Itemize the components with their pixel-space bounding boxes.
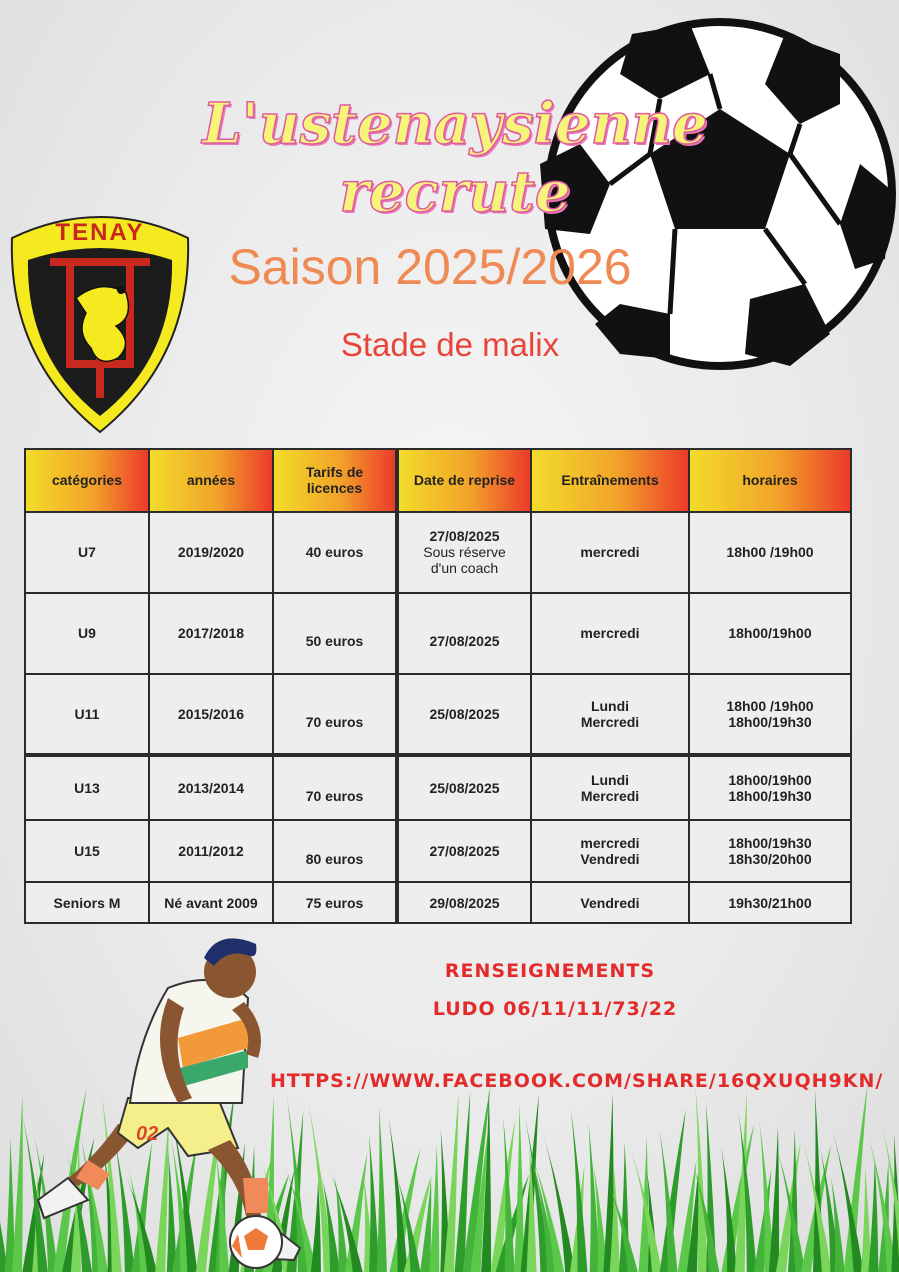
- grass-blade: [5, 1138, 15, 1272]
- time-slot: 18h00/19h00: [728, 771, 812, 788]
- grass-blade: [389, 1118, 408, 1272]
- category-cell: U9: [25, 593, 149, 674]
- table-row: [25, 882, 851, 923]
- training-cell: mercredi: [531, 593, 689, 674]
- time-cell: [689, 820, 851, 883]
- time-slot: 18h00/19h30: [728, 787, 812, 804]
- price-cell-wrap: [273, 820, 397, 883]
- date-note: Sous réserve: [423, 544, 506, 561]
- grass-blade: [571, 1108, 588, 1272]
- training-day: Lundi: [590, 697, 630, 714]
- date-cell: 27/08/2025: [429, 633, 500, 650]
- price-cell-wrap: [273, 674, 397, 755]
- price-cell-wrap: [273, 755, 397, 820]
- table-row: [25, 674, 851, 755]
- header-trainings: Entraînements: [531, 449, 689, 512]
- table-row: [25, 512, 851, 593]
- table-row: [25, 593, 851, 674]
- date-cell: 25/08/2025: [397, 755, 531, 820]
- price-cell: 70 euros: [305, 713, 364, 730]
- time-slot: 18h30/20h00: [728, 851, 812, 868]
- time-cell: [689, 674, 851, 755]
- club-logo: [6, 208, 194, 436]
- header-start-date: Date de reprise: [397, 449, 531, 512]
- grass-blade: [514, 1104, 524, 1272]
- schedule-table: [24, 448, 852, 924]
- date-cell: 27/08/2025: [397, 820, 531, 883]
- contact-phone: LUDO 06/11/11/73/22: [432, 998, 678, 1020]
- category-cell: U15: [25, 820, 149, 883]
- training-day: Mercredi: [580, 787, 640, 804]
- price-cell: 70 euros: [305, 787, 364, 804]
- time-cell: 18h00/19h00: [689, 593, 851, 674]
- time-cell: 19h30/21h00: [689, 882, 851, 923]
- category-cell: U7: [25, 512, 149, 593]
- table-row: [25, 820, 851, 883]
- category-cell: U13: [25, 755, 149, 820]
- years-cell: 2011/2012: [149, 820, 273, 883]
- grass-blade: [861, 1166, 871, 1272]
- price-cell: 40 euros: [273, 512, 397, 593]
- years-cell: 2017/2018: [149, 593, 273, 674]
- time-slot: 18h00 /19h00: [726, 697, 814, 714]
- date-note: d'un coach: [430, 560, 499, 577]
- training-cell: [531, 820, 689, 883]
- training-day: Mercredi: [580, 713, 640, 730]
- grass-blade: [639, 1136, 649, 1272]
- years-cell: Né avant 2009: [149, 882, 273, 923]
- info-heading: RENSEIGNEMENTS: [444, 960, 656, 982]
- price-cell-wrap: [273, 593, 397, 674]
- date-cell: 29/08/2025: [397, 882, 531, 923]
- season-label: Saison 2025/2026: [228, 239, 632, 295]
- training-cell: [531, 674, 689, 755]
- table-row: [25, 755, 851, 820]
- time-slot: 18h00/19h30: [728, 713, 812, 730]
- training-cell: Vendredi: [531, 882, 689, 923]
- category-cell: Seniors M: [25, 882, 149, 923]
- header-schedule: horaires: [689, 449, 851, 512]
- facebook-link[interactable]: HTTPS://WWW.FACEBOOK.COM/SHARE/16QXUQH9KN/: [270, 1070, 884, 1092]
- title-line-2: recrute: [339, 159, 571, 225]
- price-cell: 80 euros: [305, 851, 364, 868]
- soccer-player-illustration: [18, 928, 358, 1272]
- date-cell-wrap: [397, 593, 531, 674]
- logo-text: TENAY: [55, 219, 145, 246]
- years-cell: 2015/2016: [149, 674, 273, 755]
- price-cell: 50 euros: [305, 633, 364, 650]
- years-cell: 2019/2020: [149, 512, 273, 593]
- date-cell: [397, 512, 531, 593]
- training-cell: mercredi: [531, 512, 689, 593]
- category-cell: U11: [25, 674, 149, 755]
- stadium-label: Stade de malix: [340, 326, 560, 363]
- grass-blade: [377, 1106, 387, 1272]
- training-day: mercredi: [580, 835, 640, 852]
- header-license-price: Tarifs de licences: [273, 449, 397, 512]
- price-cell: 75 euros: [273, 882, 397, 923]
- date-value: 27/08/2025: [429, 528, 500, 545]
- training-day: Vendredi: [580, 851, 640, 868]
- years-cell: 2013/2014: [149, 755, 273, 820]
- training-day: Lundi: [590, 771, 630, 788]
- time-slot: 18h00/19h30: [728, 835, 812, 852]
- header-categories: catégories: [25, 449, 149, 512]
- jersey-number: 02: [136, 1123, 159, 1145]
- time-cell: 18h00 /19h00: [689, 512, 851, 593]
- time-cell: [689, 755, 851, 820]
- header-years: années: [149, 449, 273, 512]
- title-line-1: L'ustenaysienne: [202, 91, 708, 157]
- date-cell: 25/08/2025: [397, 674, 531, 755]
- training-cell: [531, 755, 689, 820]
- table-header-row: [25, 449, 851, 512]
